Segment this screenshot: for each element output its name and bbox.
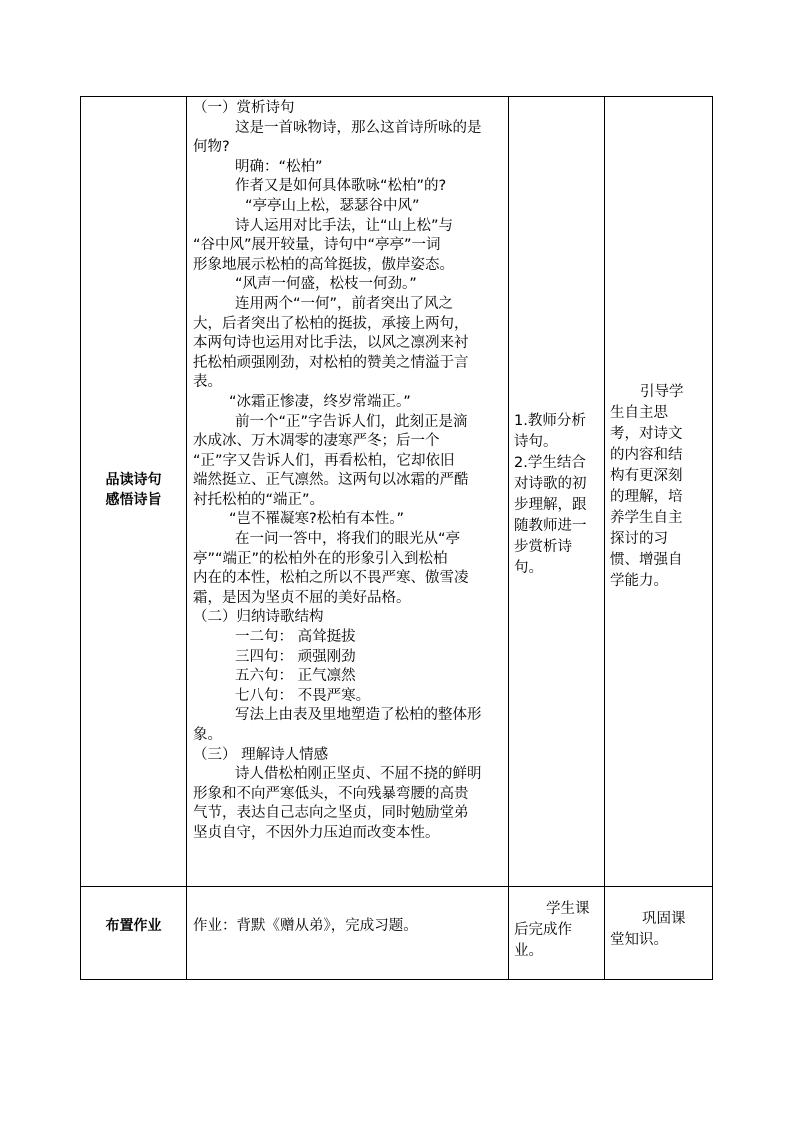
content-line: 象。 — [193, 727, 222, 743]
homework-content — [193, 917, 505, 937]
section-heading: （一）赏析诗句 — [193, 100, 295, 116]
intent-line: 堂知识。 — [610, 932, 668, 948]
activity-line: 2.学生结合 — [514, 455, 586, 471]
activity-line: 对诗歌的初 — [514, 476, 587, 492]
intent-line: 引导学 — [640, 384, 684, 400]
content-line: 内在的本性，松柏之所以不畏严寒、傲雪凌 — [193, 570, 469, 587]
activity-line: 业。 — [514, 943, 543, 959]
activity-line: 1.教师分析 — [514, 413, 586, 429]
teaching-content — [193, 99, 505, 844]
homework-activity-column — [514, 899, 604, 962]
intent-line: 的理解，培 — [610, 489, 683, 505]
homework-intent-column — [610, 909, 710, 951]
activity-line: 随教师进一 — [514, 518, 587, 534]
content-line: “亭亭山上松，瑟瑟谷中风” — [245, 197, 420, 214]
section-heading: （三） 理解诗人情感 — [193, 746, 329, 763]
content-line: 托松柏顽强刚劲，对松柏的赞美之情溢于言 — [193, 354, 469, 371]
row-label-line: 感悟诗旨 — [105, 492, 162, 508]
content-line: 前一个“正”字告诉人们，此刻正是滴 — [235, 413, 468, 430]
activity-line: 步理解，跟 — [514, 497, 587, 513]
content-line: 何物? — [193, 139, 230, 156]
activity-line: 诗句。 — [514, 434, 558, 450]
column-divider — [508, 97, 509, 979]
activity-line: 学生课 — [546, 901, 590, 917]
content-line: “正”字又告诉人们，再看松柏，它却依旧 — [193, 452, 455, 469]
row-divider — [81, 886, 712, 887]
intent-line: 惯、增强自 — [610, 552, 683, 568]
content-line: 写法上由表及里地塑造了松柏的整体形 — [235, 707, 482, 724]
content-line: 形象和不向严寒低头，不向残暴弯腰的高贵 — [193, 785, 469, 802]
content-line: 霜，是因为坚贞不屈的美好品格。 — [193, 589, 411, 606]
row-label-reading — [81, 470, 186, 510]
activity-line: 步赏析诗 — [514, 539, 572, 555]
content-line: 五六句： 正气凛然 — [235, 668, 356, 685]
row-label-homework: 布置作业 — [105, 918, 162, 934]
content-line: 在一问一答中，将我们的眼光从“亭 — [235, 531, 461, 548]
column-divider — [604, 97, 605, 979]
column-divider — [186, 97, 187, 979]
section-heading: （二）归纳诗歌结构 — [193, 609, 324, 626]
intent-line: 构有更深刻 — [610, 468, 683, 484]
content-line: 七八句： 不畏严寒。 — [235, 687, 371, 704]
content-line: 这是一首咏物诗，那么这首诗所咏的是 — [235, 119, 482, 136]
row-label-line: 品读诗句 — [105, 472, 162, 488]
intent-line: 生自主思 — [610, 405, 668, 421]
content-line: 坚贞自守，不因外力压迫而改变本性。 — [193, 824, 440, 841]
content-line: 诗人运用对比手法，让“山上松”与 — [235, 217, 454, 234]
content-line: 形象地展示松柏的高耸挺拔，傲岸姿态。 — [193, 256, 454, 273]
content-line: 端然挺立、正气凛然。这两句以冰霜的严酷 — [193, 472, 469, 489]
content-line: “风声一何盛，松枝一何劲。” — [235, 276, 417, 293]
content-line: 大，后者突出了松柏的挺拔，承接上两句， — [193, 315, 469, 332]
intent-line: 巩固课 — [642, 911, 686, 927]
content-line: 衬托松柏的“端正”。 — [193, 491, 325, 508]
homework-text: 作业：背默《赠从弟》，完成习题。 — [193, 918, 418, 934]
content-line: 诗人借松柏刚正坚贞、不屈不挠的鲜明 — [235, 766, 482, 783]
content-line: 一二句： 高耸挺拔 — [235, 629, 356, 646]
activity-line: 句。 — [514, 560, 543, 576]
activity-line: 后完成作 — [514, 922, 572, 938]
intent-line: 养学生自主 — [610, 510, 683, 526]
content-line: “谷中风”展开较量，诗句中“亭亭”一词 — [193, 237, 441, 254]
intent-line: 的内容和结 — [610, 447, 683, 463]
intent-line: 探讨的习 — [610, 531, 668, 547]
content-line: 明确：“松柏” — [235, 158, 323, 175]
lesson-plan-table — [80, 96, 713, 980]
content-line: 三四句： 顽强刚劲 — [235, 648, 356, 665]
intent-line: 考，对诗文 — [610, 426, 683, 442]
design-intent-column — [610, 382, 710, 592]
intent-line: 学能力。 — [610, 573, 668, 589]
content-line: 表。 — [193, 374, 222, 391]
content-line: “岂不罹凝寒?松柏有本性。” — [229, 511, 404, 528]
content-line: 连用两个“一何”，前者突出了风之 — [235, 295, 454, 312]
content-line: 作者又是如何具体歌咏“松柏”的? — [235, 178, 447, 195]
teacher-activity-column — [514, 411, 604, 579]
content-line: “冰霜正惨凄，终岁常端正。” — [229, 393, 411, 410]
content-line: 气节，表达自己志向之坚贞，同时勉励堂弟 — [193, 805, 469, 822]
content-line: 亭”“端正”的松柏外在的形象引入到松柏 — [193, 550, 448, 567]
content-line: 本两句诗也运用对比手法，以风之凛冽来衬 — [193, 335, 469, 352]
content-line: 水成冰、万木凋零的凄寒严冬；后一个 — [193, 433, 440, 450]
